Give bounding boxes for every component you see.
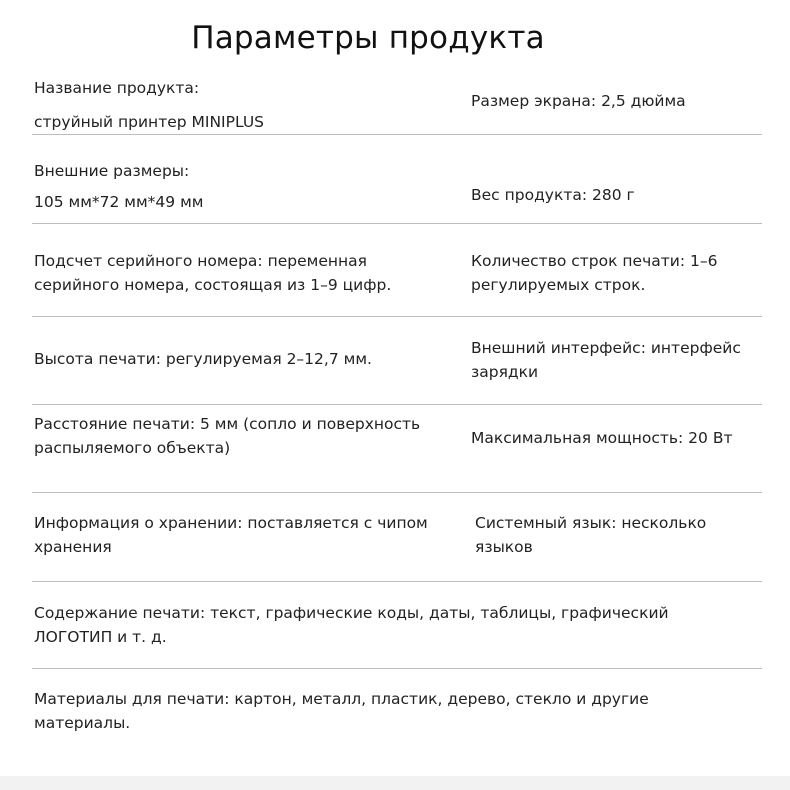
spec-weight	[471, 183, 635, 207]
spec-line: Системный язык: несколько	[475, 514, 707, 532]
spec-row-5	[32, 405, 762, 493]
spec-storage	[34, 511, 428, 559]
spec-print-lines	[471, 249, 717, 297]
spec-line: Информация о хранении: поставляется с чипом	[34, 514, 428, 532]
spec-row-8	[32, 669, 762, 769]
spec-line: Размер экрана: 2,5 дюйма	[471, 92, 686, 110]
spec-product-name	[34, 76, 264, 134]
spec-line: Подсчет серийного номера: переменная	[34, 252, 367, 270]
spec-line: Название продукта:	[34, 79, 200, 97]
spec-max-power	[471, 426, 733, 450]
spec-line: Материалы для печати: картон, металл, пластик, дерево, стекло и другие	[34, 690, 649, 708]
spec-line: Высота печати: регулируемая 2–12,7 мм.	[34, 350, 372, 368]
spec-line: зарядки	[471, 363, 539, 381]
spec-line: струйный принтер MINIPLUS	[34, 113, 265, 131]
spec-line: 105 мм*72 мм*49 мм	[34, 193, 204, 211]
spec-serial-number	[34, 249, 391, 297]
spec-row-1	[32, 70, 762, 135]
spec-row-4	[32, 317, 762, 405]
spec-print-materials	[34, 687, 649, 735]
spec-line: материалы.	[34, 714, 131, 732]
spec-line: распыляемого объекта)	[34, 439, 231, 457]
spec-print-distance	[34, 412, 420, 460]
spec-line: ЛОГОТИП и т. д.	[34, 628, 167, 646]
spec-line: языков	[475, 538, 533, 556]
spec-line: Расстояние печати: 5 мм (сопло и поверхность	[34, 415, 421, 433]
spec-row-3	[32, 224, 762, 317]
spec-line: серийного номера, состоящая из 1–9 цифр.	[34, 276, 392, 294]
spec-line: хранения	[34, 538, 112, 556]
spec-row-7	[32, 582, 762, 669]
spec-system-language	[475, 511, 706, 559]
spec-screen-size	[471, 89, 686, 113]
spec-dimensions	[34, 159, 203, 214]
spec-line: Количество строк печати: 1–6	[471, 252, 718, 270]
bottom-divider-bar	[0, 776, 790, 790]
spec-print-height	[34, 347, 372, 371]
spec-row-2	[32, 135, 762, 224]
spec-print-content	[34, 601, 669, 649]
page-title: Параметры продукта	[191, 20, 545, 56]
spec-line: Вес продукта: 280 г	[471, 186, 635, 204]
spec-line: Внешний интерфейс: интерфейс	[471, 339, 741, 357]
spec-interface	[471, 336, 741, 384]
spec-line: Максимальная мощность: 20 Вт	[471, 429, 733, 447]
spec-line: регулируемых строк.	[471, 276, 646, 294]
spec-line: Внешние размеры:	[34, 162, 190, 180]
spec-row-6	[32, 493, 762, 582]
spec-line: Содержание печати: текст, графические коды, даты, таблицы, графический	[34, 604, 669, 622]
